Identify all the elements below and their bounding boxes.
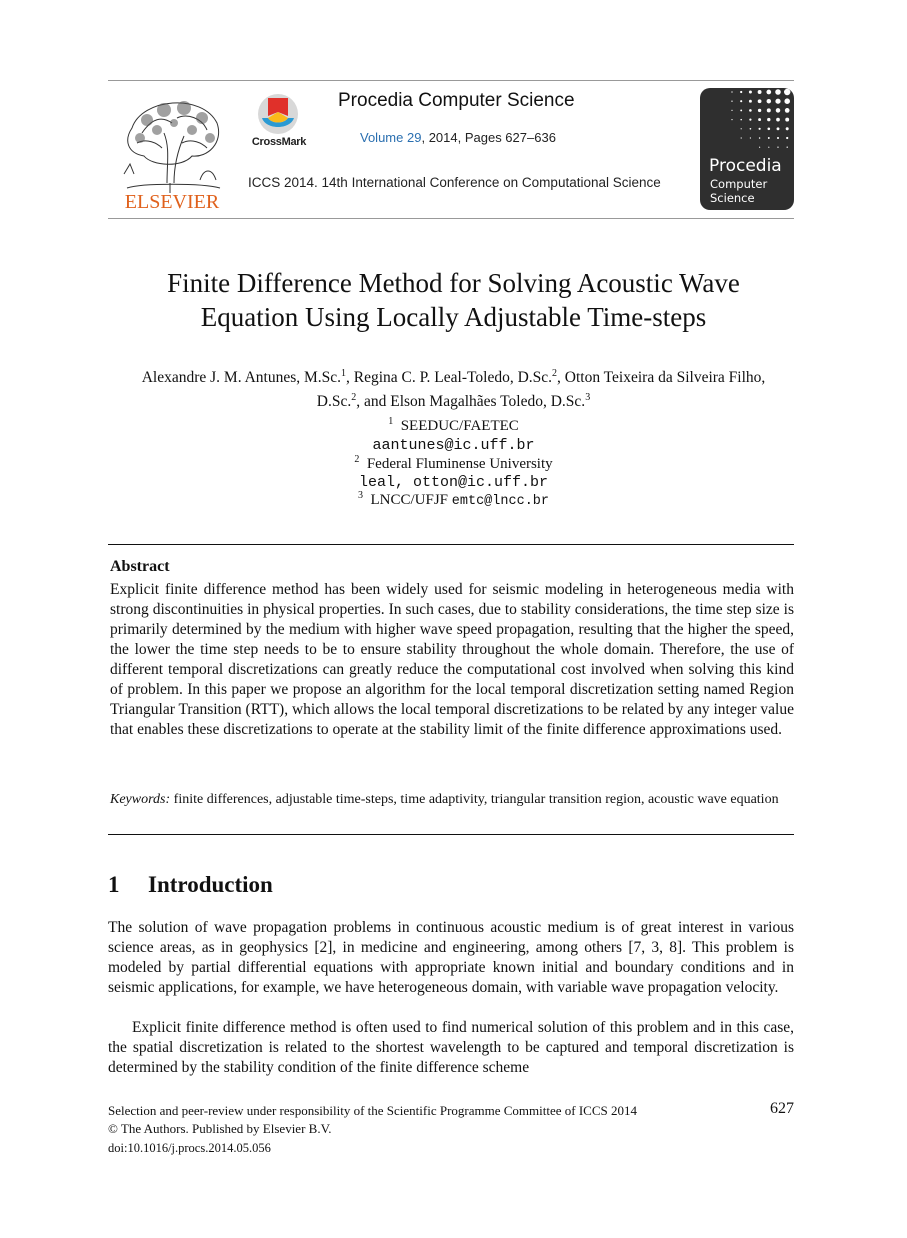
header-rule-bottom xyxy=(108,218,794,219)
author-name: , Otton Teixeira da Silveira Filho, xyxy=(557,369,766,387)
abstract-rule-bottom xyxy=(108,834,794,835)
procedia-dots-icon xyxy=(728,88,794,154)
paper-title xyxy=(100,266,807,334)
procedia-dot xyxy=(759,147,760,148)
section-number: 1 xyxy=(108,872,120,897)
procedia-dot xyxy=(768,147,769,148)
procedia-dot xyxy=(759,128,761,130)
procedia-dot xyxy=(767,99,772,104)
procedia-dot xyxy=(741,137,742,138)
affil-name: SEEDUC/FAETEC xyxy=(400,418,519,434)
procedia-dot xyxy=(785,118,789,122)
procedia-dot xyxy=(750,137,751,138)
procedia-dot xyxy=(786,137,788,139)
procedia-dot xyxy=(741,128,742,129)
procedia-dot xyxy=(785,108,790,113)
elsevier-tree-icon xyxy=(112,88,232,212)
affiliation-3-email[interactable]: emtc@lncc.br xyxy=(451,494,549,509)
affiliation-2-email[interactable]: leal, otton@ic.uff.br xyxy=(358,474,549,491)
authors-line-1 xyxy=(100,364,807,388)
affil-mark: 1 xyxy=(388,416,394,427)
procedia-dot xyxy=(786,127,789,130)
procedia-dot xyxy=(766,90,771,95)
procedia-dot xyxy=(740,109,742,111)
procedia-dot xyxy=(740,91,742,93)
procedia-dot xyxy=(758,90,762,94)
crossmark-icon xyxy=(248,92,308,138)
intro-paragraph-1: The solution of wave propagation problems in continuous acoustic medium is of great interest in various science areas, as in geophysics [2], in medicine and engineering, among others [7, 3, 8]. This problem is modeled by partial differential equations with appropriate known initial and boundary conditions and in seismic applications, for example, we have heterogeneous domain, with variable wave propagation velocity. xyxy=(108,919,794,996)
procedia-dot xyxy=(777,127,780,130)
procedia-brand: Procedia xyxy=(709,156,782,176)
affil-name: Federal Fluminense University xyxy=(366,456,553,472)
procedia-dot xyxy=(767,108,771,112)
author-affil-mark: 2 xyxy=(351,392,357,404)
journal-name[interactable]: Procedia Computer Science xyxy=(338,90,575,111)
procedia-dot xyxy=(777,137,779,139)
procedia-dot xyxy=(740,100,742,102)
author-name: , Regina C. P. Leal-Toledo, D.Sc. xyxy=(346,369,553,387)
footer-line-2: © The Authors. Published by Elsevier B.V. xyxy=(108,1121,332,1136)
author-affil-mark: 2 xyxy=(552,368,558,379)
crossmark-label: CrossMark xyxy=(251,136,307,148)
keywords-text: finite differences, adjustable time-steps, time adaptivity, triangular transition region, acoustic wave equation xyxy=(173,792,779,807)
procedia-dot xyxy=(768,137,770,139)
elsevier-wordmark: ELSEVIER xyxy=(124,191,220,212)
affiliation-1-email[interactable]: aantunes@ic.uff.br xyxy=(372,437,535,454)
procedia-dot xyxy=(775,89,781,95)
authors-line-2 xyxy=(100,388,807,412)
footer-notice xyxy=(108,1102,748,1138)
procedia-dot xyxy=(784,98,790,104)
affiliation-3 xyxy=(100,490,807,509)
volume-number[interactable]: 29 xyxy=(407,130,422,145)
keywords-label: Keywords: xyxy=(110,792,171,807)
header-rule-top xyxy=(108,80,794,81)
abstract-heading: Abstract xyxy=(110,558,170,575)
procedia-dot xyxy=(749,109,752,112)
section-title: Introduction xyxy=(148,872,273,897)
volume-line xyxy=(360,130,556,145)
procedia-dot xyxy=(759,137,761,139)
procedia-sub1: Computer xyxy=(710,177,768,191)
procedia-dot xyxy=(776,118,780,122)
author-name: D.Sc. xyxy=(316,393,352,411)
affil-mark: 3 xyxy=(358,490,363,501)
procedia-dot xyxy=(776,108,781,113)
affiliation-1 xyxy=(100,416,807,435)
procedia-dot xyxy=(784,89,790,95)
conference-name: ICCS 2014. 14th International Conference on Computational Science xyxy=(248,175,661,190)
procedia-dot xyxy=(750,128,752,130)
affil-mark: 2 xyxy=(354,454,360,465)
procedia-dot xyxy=(767,127,770,130)
section-heading xyxy=(108,872,273,898)
author-affil-mark: 1 xyxy=(341,368,347,379)
procedia-dot xyxy=(758,118,761,121)
procedia-sub2: Science xyxy=(710,191,755,205)
procedia-dot xyxy=(767,118,770,121)
elsevier-logo[interactable] xyxy=(112,88,232,212)
affiliation-2 xyxy=(100,454,807,473)
procedia-dot xyxy=(731,119,732,120)
procedia-dot xyxy=(787,147,788,148)
procedia-dot xyxy=(749,90,752,93)
abstract-text: Explicit finite difference method has been widely used for seismic modeling in heterogeneous media with strong discontinuities in physical properties. In such cases, due to stability considerations, the time step size is primarily determined by the medium with higher wave speed propagation, resulting that the higher the speed, the lower the time step needs to be to ensure stability throughout the whole domain. Therefore, the use of different temporal discretizations can greatly reduce the computational cost involved when solving this kind of problem. In this paper we propose an algorithm for the local temporal discretization setting named Region Triangular Transition (RTT), which allows the local temporal discretizations to be related by any integer value that enables these discretizations to operate at the stability limit of the finite difference approximations used. xyxy=(110,581,794,738)
procedia-dot xyxy=(749,119,751,121)
procedia-dot xyxy=(740,119,742,121)
procedia-dot xyxy=(731,110,732,111)
author-affil-mark: 3 xyxy=(585,392,591,404)
procedia-dot xyxy=(731,91,732,92)
procedia-dot xyxy=(758,99,762,103)
procedia-dot xyxy=(749,100,752,103)
procedia-dot xyxy=(777,147,778,148)
title-line-1: Finite Difference Method for Solving Acoustic Wave xyxy=(167,268,740,298)
author-name: , and Elson Magalhães Toledo, D.Sc. xyxy=(356,393,586,411)
footer-line-1: Selection and peer-review under responsibility of the Scientific Programme Committee of ICCS 2014 xyxy=(108,1103,638,1118)
page-number: 627 xyxy=(770,1100,794,1117)
title-line-2: Equation Using Locally Adjustable Time-steps xyxy=(200,302,707,332)
author-list xyxy=(100,364,807,412)
procedia-dot xyxy=(775,99,780,104)
procedia-logo[interactable] xyxy=(700,88,794,210)
doi-link[interactable]: doi:10.1016/j.procs.2014.05.056 xyxy=(108,1141,271,1155)
affil-name: LNCC/UFJF xyxy=(370,492,449,508)
volume-pages: , 2014, Pages 627–636 xyxy=(421,130,556,145)
keywords xyxy=(110,790,794,810)
procedia-dot xyxy=(758,109,761,112)
procedia-dot xyxy=(731,101,732,102)
author-name: Alexandre J. M. Antunes, M.Sc. xyxy=(141,369,342,387)
abstract-rule-top xyxy=(108,544,794,545)
intro-paragraph-2: Explicit finite difference method is often used to find numerical solution of this problem and in this case, the spatial discretization is related to the shortest wavelength to be captured and temporal discretization is determined by the stability condition of the finite difference scheme xyxy=(108,1019,794,1076)
volume-label[interactable]: Volume xyxy=(360,130,404,145)
